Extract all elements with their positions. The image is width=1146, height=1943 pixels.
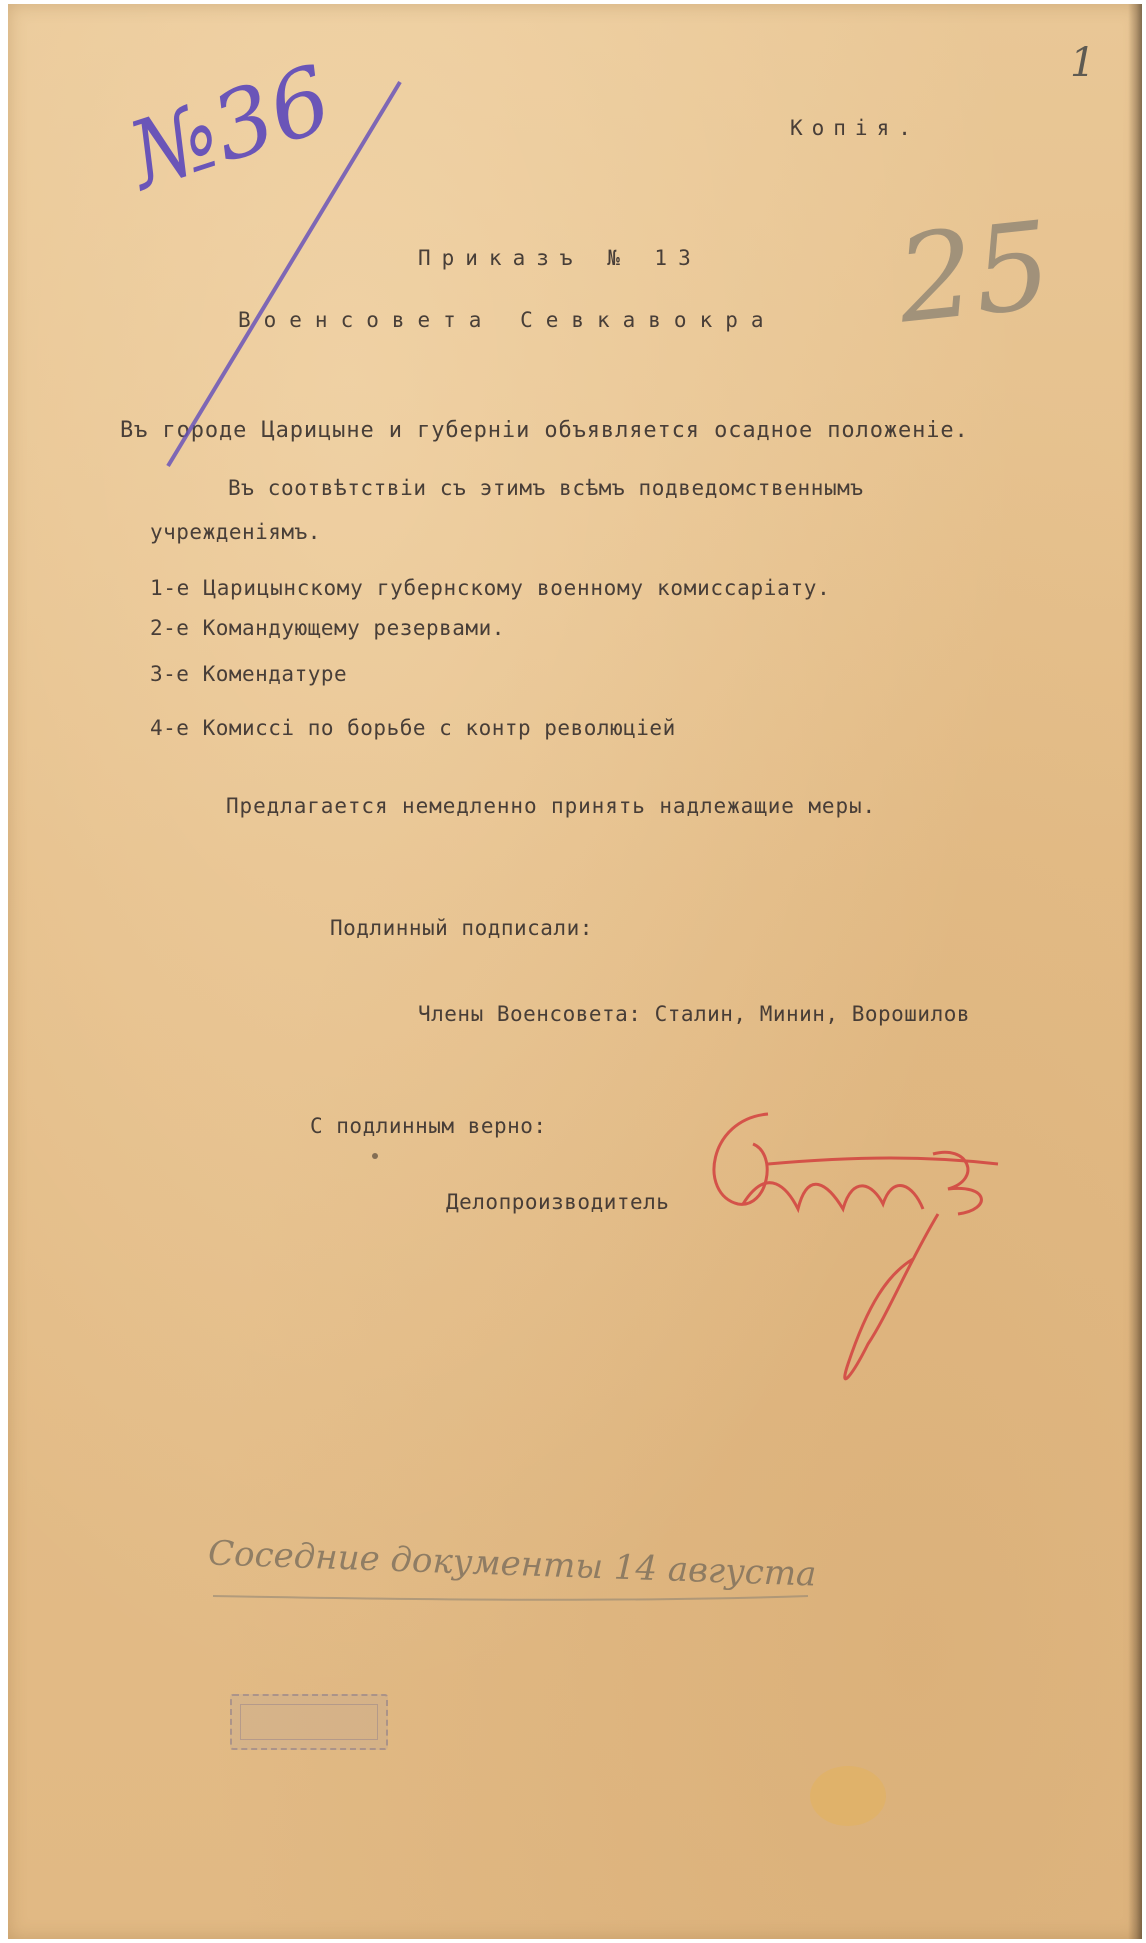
list-item-3: 3-е Комендатуре bbox=[150, 662, 348, 686]
list-item-1: 1-е Царицынскому губернскому военному комиссаріату. bbox=[150, 576, 831, 600]
order-issuer: Военсовета Севкавокра bbox=[238, 308, 777, 332]
archive-number: №36 bbox=[116, 45, 344, 210]
ink-speck bbox=[372, 1153, 378, 1159]
body-line-2: Въ соотвѣтствіи съ этимъ всѣмъ подведомственнымъ bbox=[228, 476, 864, 500]
clerk-label: Делопроизводитель bbox=[446, 1190, 670, 1214]
pencil-note: Соседние документы 14 августа bbox=[207, 1533, 818, 1595]
red-signature bbox=[714, 1114, 998, 1379]
purple-diagonal-stroke bbox=[168, 82, 400, 466]
paper-stain bbox=[810, 1766, 886, 1826]
body-line-1: Въ городе Царицыне и губерніи объявляется осадное положеніе. bbox=[120, 418, 969, 443]
signed-label: Подлинный подписали: bbox=[330, 916, 593, 940]
copy-mark: Копія. bbox=[790, 116, 920, 140]
list-item-4: 4-е Комиссі по борьбе с контр революціей bbox=[150, 716, 676, 740]
certified-label: С подлинным верно: bbox=[310, 1114, 547, 1138]
closing-line: Предлагается немедленно принять надлежащие меры. bbox=[226, 794, 877, 818]
archive-sheet-number: 25 bbox=[891, 196, 1058, 351]
list-item-2: 2-е Командующему резервами. bbox=[150, 616, 505, 640]
handwritten-marks bbox=[8, 4, 1142, 1939]
body-line-3: учрежденіямъ. bbox=[150, 520, 321, 544]
order-title: Приказъ № 13 bbox=[418, 246, 702, 270]
page-number: 1 bbox=[1070, 40, 1096, 86]
document-page bbox=[8, 4, 1142, 1939]
pencil-underline bbox=[213, 1596, 808, 1600]
council-members: Члены Военсовета: Сталин, Минин, Ворошилов bbox=[418, 1002, 971, 1026]
